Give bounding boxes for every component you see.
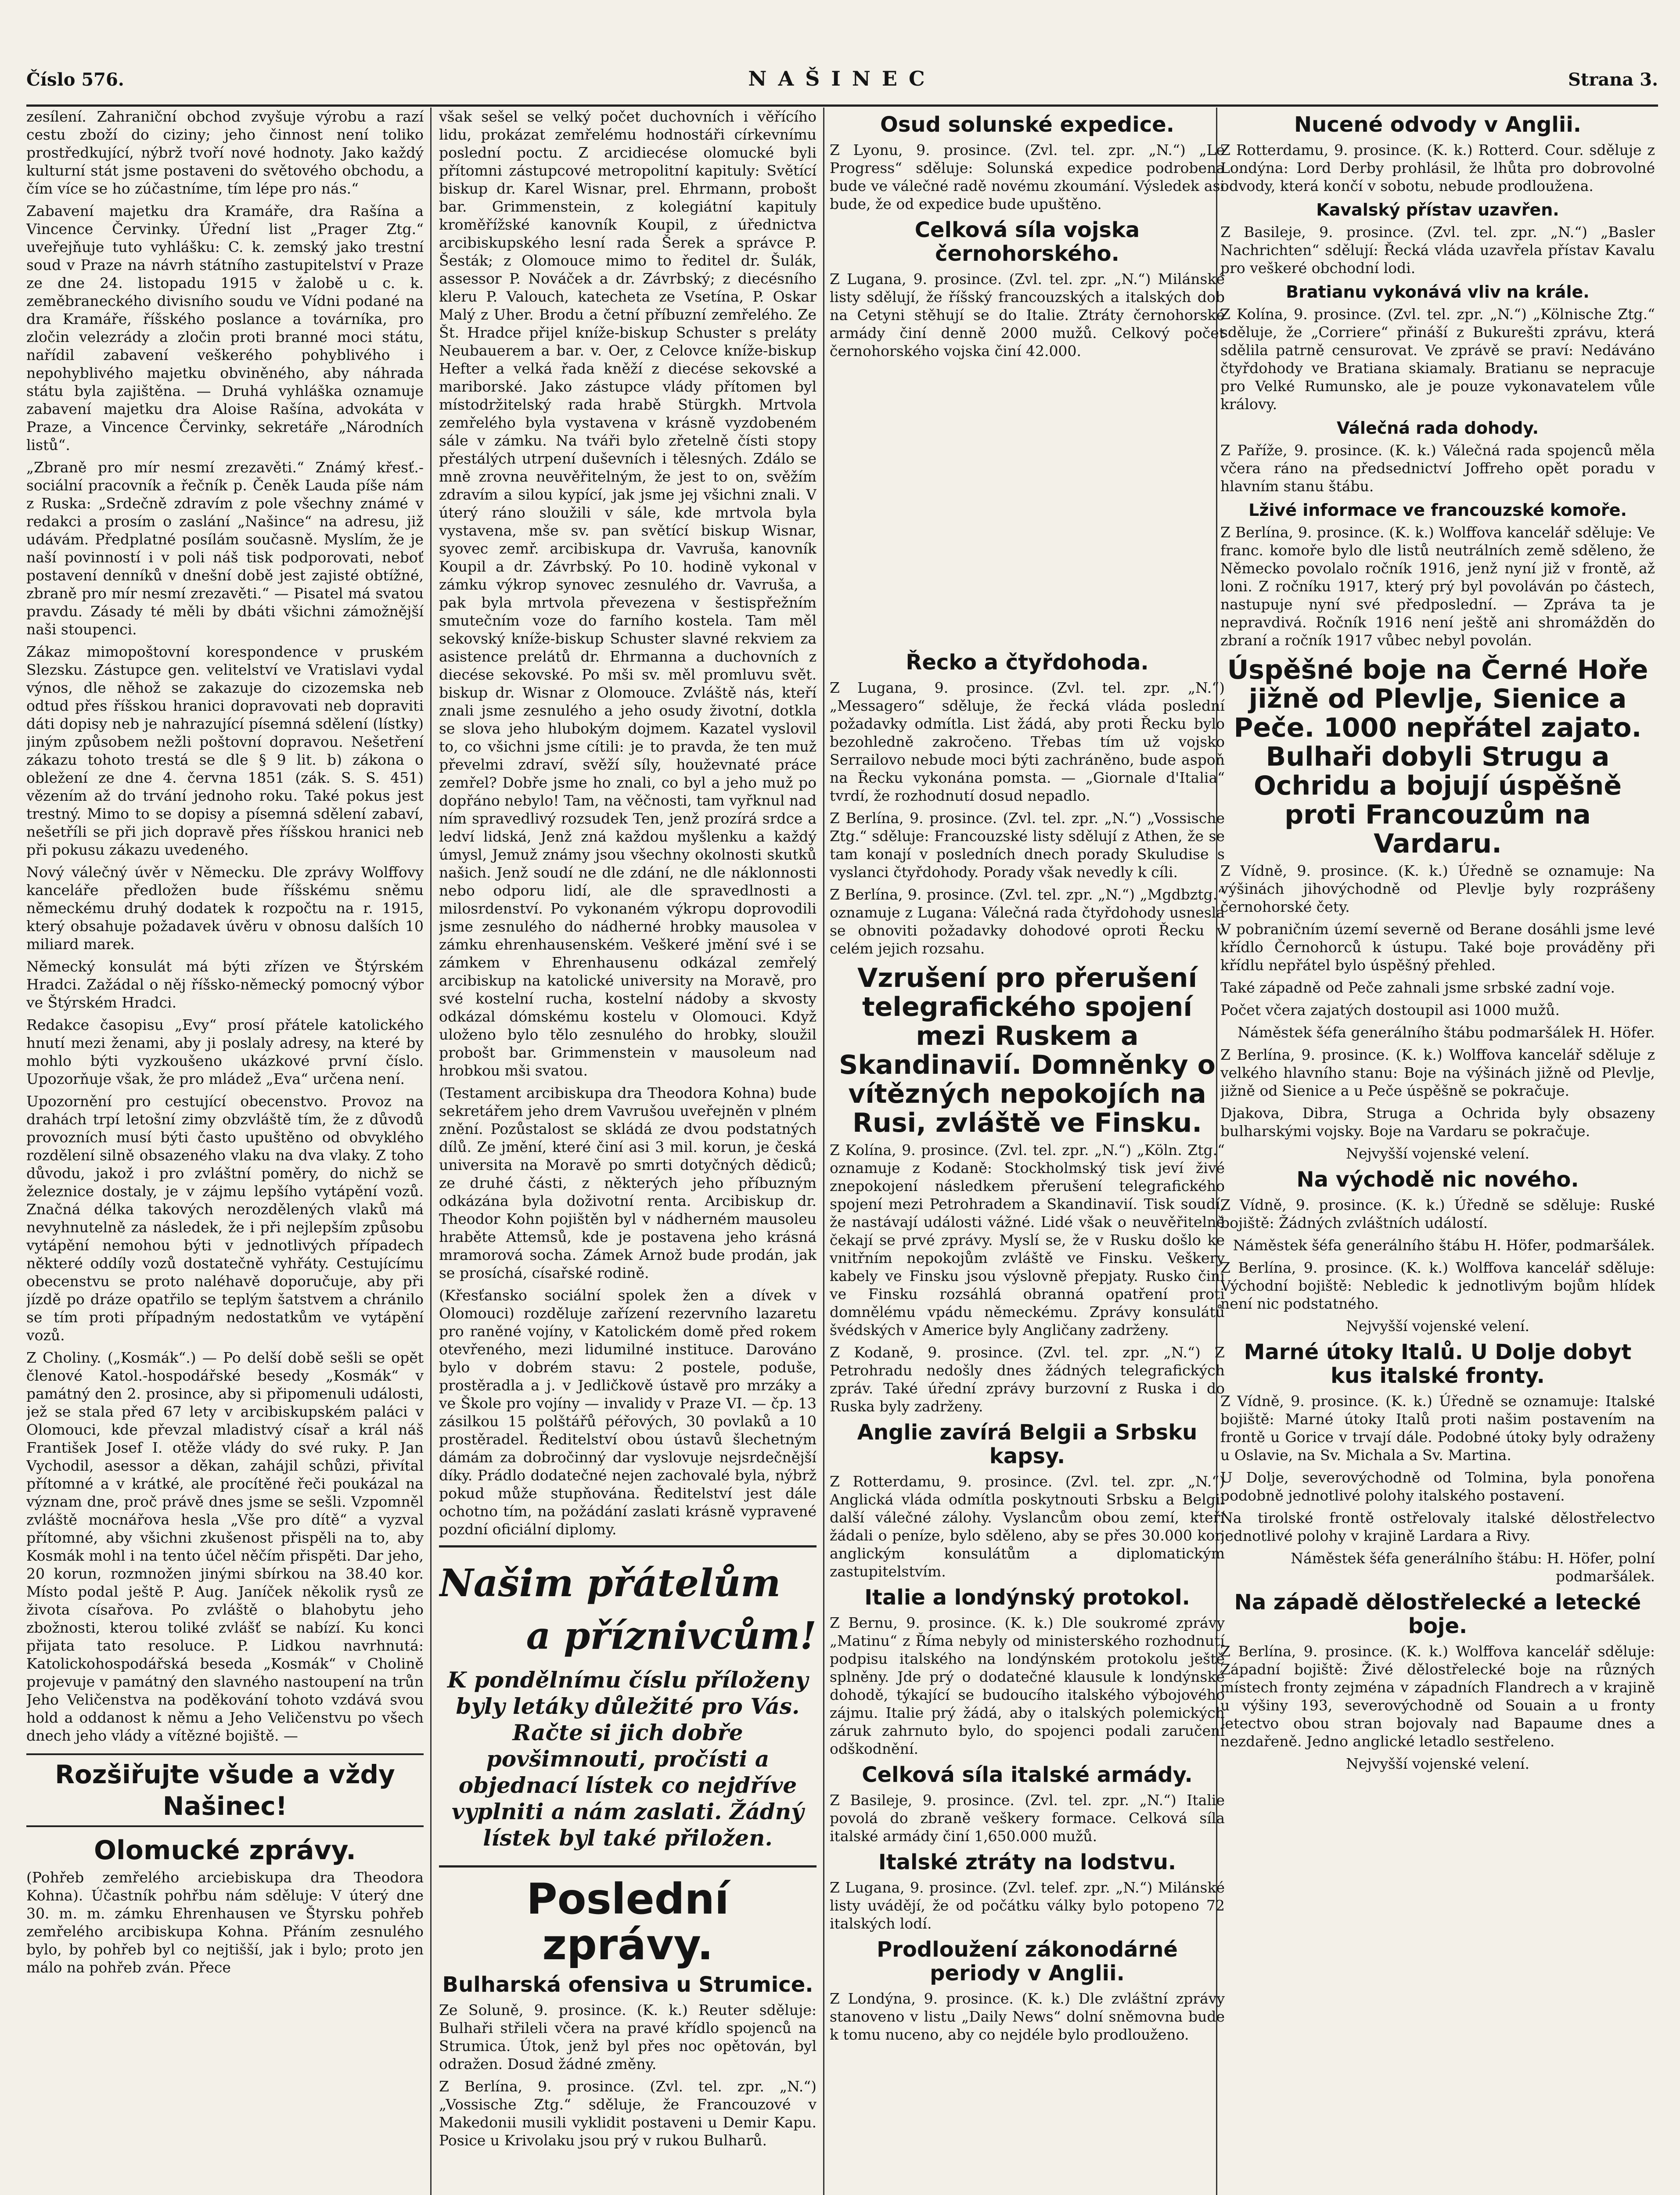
reader-notice [439,1545,817,1868]
article-headline: Marné útoky Italů. U Dolje dobyt kus italské fronty. [1244,1340,1632,1388]
article-paragraph: však sešel se velký počet duchovních i věřícího lidu, prokázat zemřelému hodnostáři církevnímu poslední poctu. Z arcidiecése olomucké byli přítomni zástupcové metropolitní kapituly: Světící biskup dr. Karel Wisnar, prel. Ehrmann, probošt bar. Grimmenstein, z kolegiátní kapituly kroměřížské kanovník Koupil, z úřednictva arcibiskupského lesní rada Šerek a správce P. Šesták; z Olomouce mimo to ředitel dr. Šulák, assessor P. Nováček a dr. Závrbský; z diecésního kleru P. Valouch, katecheta ze Vsetína, P. Oskar Malý z Uher. Brodu a četní příbuzní zemřelého. Ze Št. Hradce přijel kníže-biskup Schuster s preláty Neubauerem a bar. v. Oer, z Celovce kníže-biskup Hefter a velká řada kněží z diecése sekovské a mariborské. Jako zástupce vlády přítomen byl místodržitelský rada hrabě Stürgkh. Mrtvola zemřelého byla vystavena v krásně vyzdobeném sále v zámku. Na tváři bylo zřetelně čísti stopy přestálých utrpení duševních i tělesných. Zdálo se mně zrovna neuvěřitelným, že jest to on, svěžím zdravím a silou kypící, jak jsme jej všichni znali. V úterý ráno sloužili v sále, kde mrtvola byla vystavena, mše sv. pan světící biskup Wisnar, syovec zemř. arcibiskupa dr. Vavruša, kanovník Koupil a dr. Závrbský. Po 10. hodině vykonal v zámku výkrop synovec zesnulého dr. Vavruša, a pak byla mrtvola převezena v šestispřežním smutečním voze do farního kostela. Tam měl sekovský kníže-biskup Schuster slavné rekviem za asistence prelátů dr. Ehrmanna a duchovních z diecése sekovské. Po mši sv. měl promluvu svět. biskup dr. Wisnar z Olomouce. Zvláště nás, kteří znali jsme zesnulého a jeho osudy životní, dotkla se slova jeho hlubokým dojmem. Kazatel vyslovil to, co všichni jsme cítili: je to pravda, že ten muž převelmi zdraví, svěží síly, houževnaté práce zemřel? Dobře jsme ho znali, co byl a jeho muž po dopřáno nebylo! Tam, na věčnosti, tam vyřknul nad ním spravedlivý rozsudek Ten, jenž prozírá srdce a ledví lidská, Jenž zná každou myšlenku a každý úmysl, Jemuž známy jsou všechny okolnosti skutků našich. Jenž soudí ne dle zdání, ne dle náklonnosti nebo odporu lidí, ale dle spravedlnosti a milosrdenství. Po vykonaném výkropu doprovodili jsme zesnulého do nádherné hrobky mausolea v zámku ehrenhausenském. Veškeré jmění své i se zámkem v Ehrenhausenu odkázal zemřelý arcibiskup na katolické university na Moravě, pro své kostelní rucha, kostelní nádoby a skvosty odkázal dómskému kostelu v Olomouci. Když uloženo bylo tělo zesnulého do hrobky, sloužil probošt bar. Grimmenstein v mausoleum nad hrobkou mši svatou. [439,108,817,1079]
article-paragraph: (Testament arcibiskupa dra Theodora Kohna) bude sekretářem jeho drem Vavrušou uveřejněn v plném znění. Pozůstalost se skládá ze dvou podstatných dílů. Ze jmění, které činí asi 3 mil. korun, je česká universita na Moravě po smrti dotyčných dědiců; ze druhé části, z některých jeho příbuzným odkázána byla doživotní renta. Arcibiskup dr. Theodor Kohn pojištěn byl v nádherném mausoleu hraběte Attemsů, kde je postavena jeho krásná mramorová socha. Zámek Arnož bude prodán, jak se prosíchá, císařské rodině. [439,1084,817,1281]
article-headline: Celková síla italské armády. [862,1763,1193,1787]
page-number: Strana 3. [1568,69,1658,90]
article-paragraph: Z Bernu, 9. prosince. (K. k.) Dle soukromé zprávy „Matinu“ z Říma nebyly od ministerského rozhodnutí podpisu italského na londýnském protokolu ještě splněny. Jde prý o dodatečné klausule k londýnské dohodě, týkající se budoucího italského výbojového zájmu. Italie prý žádá, aby o italských polemických záruk zahrnuto bylo, do spojenci podali zaručení odškodnění. [830,1614,1225,1757]
article-signature: Nejvyšší vojenské velení. [1346,1317,1529,1335]
article-paragraph: Z Berlína, 9. prosince. (K. k.) Wolffova kancelář sděluje: Západní bojiště: Živé dělostřelecké boje na různých místech fronty zejména v západních Flandrech a v krajině u výšiny 193, severovýchodně od Souain a u fronty letectvo obou stran bojovaly nad Bapaume dnes a nezdařeně. Jedno anglické letadlo sestřeleno. [1220,1643,1655,1750]
article-paragraph: Z Rotterdamu, 9. prosince. (Zvl. tel. zpr. „N.“) Anglická vláda odmítla poskytnouti Srbsku a Belgii další válečné zálohy. Vyslancům obou zemí, kteří žádali o peníze, bylo sděleno, aby se přes 30.000 kor. anglickým konsulátům a diplomatickým zastupitelstvím. [830,1473,1225,1580]
article-paragraph: (Pohřeb zemřelého arciebiskupa dra Theodora Kohna). Účastník pohřbu nám sděluje: V úterý dne 30. m. m. zámku Ehrenhausen ve Štyrsku pohřeb zemřelého arcibiskupa Kohna. Přáním zesnulého bylo, by pohřeb byl co nejtišší, jak i bylo; proto jen málo na pohřeb zván. Přece [26,1869,424,1976]
article-subheadline: Válečná rada dohody. [1336,418,1539,438]
article-signature: Náměstek šéfa generálního štábu H. Höfer, podmaršálek. [1233,1237,1655,1254]
column-rule [430,108,432,2195]
article-paragraph: Z Lyonu, 9. prosince. (Zvl. tel. zpr. „N.“) „Le Progress“ sděluje: Solunská expedice podrobena bude ve válečné radě novému zkoumání. Výsledek asi bude, že od expedice bude upuštěno. [830,141,1225,212]
column-4 [1220,108,1655,2195]
article-headline: Italské ztráty na lodstvu. [878,1850,1176,1875]
article-paragraph: Z Kodaně, 9. prosince. (Zvl. tel. zpr. „N.“) Z Petrohradu nedošly dnes žádných telegrafických zpráv. Také úřední zprávy burzovní z Ruska i do Ruska byly zadrženy. [830,1344,1225,1415]
article-headline: Prodloužení zákonodárné periody v Anglii. [877,1937,1178,1986]
article-paragraph: (Křesťansko sociální spolek žen a dívek v Olomouci) rozděluje zařízení rezervního lazaretu pro raněné vojíny, v Katolickém domě před rokem otevřeného, mezi lidumilné instituce. Darováno bylo v dobrém stavu: 2 postele, poduše, prostěradla a j. v Jedličkově ústavě pro mrzáky a ve Škole pro vojíny — invalidy v Praze VI. — čp. 13 zásilkou 15 polštářů péřových, 30 povlaků a 10 prostěradel. Ředitelství obou ústavů šlechetným dámám za dobročinný dar vyslovuje nejsrdečnější díky. Prádlo dodatečné nejen zachovalé byla, nýbrž pokud může stupňována. Ředitelství jest dále ochotno tím, na požádání zaslati krásně vypravené pozdní oficiální diplomy. [439,1287,817,1538]
article-paragraph: Z Berlína, 9. prosince. (K. k.) Wolffova kancelář sděluje: Východní bojiště: Nebledic k jednotlivým bojům hlídek není nic podstatného. [1220,1259,1655,1312]
article-paragraph: Djakova, Dibra, Struga a Ochrida byly obsazeny bulharskými vojsky. Boje na Vardaru se pokračuje. [1220,1105,1655,1140]
article-paragraph: zesílení. Zahraniční obchod zvyšuje výrobu a razí cestu zboží do ciziny; jeho činnost není toliko prostředkující, nýbrž tvoří nové hodnoty. Jako každý kulturní stát jsme postaveni do světového obchodu, a čím více se ho zúčastníme, tím lépe pro nás.“ [26,108,424,197]
article-paragraph: Z Lugana, 9. prosince. (Zvl. telef. zpr. „N.“) Milánské listy uvádějí, že od počátku války bylo potopeno 72 italských lodí. [830,1879,1225,1932]
article-paragraph: Z Berlína, 9. prosince. (Zvl. tel. zpr. „N.“) „Vossische Ztg.“ sděluje: Francouzské listy sdělují z Athen, že se tam konají v posledních dnech porady Skuludise s vyslanci čtyřdohody. Porady však nevedly k cíli. [830,810,1225,881]
notice-text: K pondělnímu číslu příloženy byly letáky důležité pro Vás. Račte si jich dobře povšimnouti, pročísti a objednací lístek co nejdříve vyplniti a nám zaslati. Žádný lístek byl také přiložen. [447,1667,808,1851]
article-paragraph: „Zbraně pro mír nesmí zrezavěti.“ Známý křesť.-sociální pracovník a řečník p. Čeněk Lauda píše nám z Ruska: „Srdečně zdravím z pole všechny známé v redakci a prosím o zaslání „Našince“ na adresu, již udávám. Předplatné posílám současně. Myslím, že je naší povinností i v poli náš tisk podporovati, neboť postavení denníků v dnešní době jest zajisté obtížné, zbraně pro mír nesmí zrezavěti.“ — Pisatel má svatou pravdu. Zásady té měli by dbáti všichni zámožnější naši stoupenci. [26,459,424,638]
masthead-title: NAŠINEC [748,67,936,90]
article-subheadline: Bratianu vykonává vliv na krále. [1286,282,1590,302]
article-signature: Nejvyšší vojenské velení. [1346,1755,1529,1772]
page-header [26,52,1658,107]
article-paragraph: Z Paříže, 9. prosince. (K. k.) Válečná rada spojenců měla včera ráno na předsednictví Joffreho opět poradu v hlavním stanu štábu. [1220,442,1655,495]
article-subheadline: Lživé informace ve francouzské komoře. [1248,500,1627,520]
article-paragraph: Také západně od Peče zahnali jsme srbské zadní voje. [1220,979,1615,996]
column-2 [439,108,817,2195]
article-paragraph: V pobraničním území severně od Berane dosáhli jsme levé křídlo Černohorců k ústupu. Také boje prováděny při křídlu nepřátel bylo úspěšný přehled. [1220,921,1655,974]
article-headline: Na východě nic nového. [1296,1167,1579,1192]
article-signature: Náměstek šéfa generálního štábu podmaršálek H. Höfer. [1238,1024,1655,1041]
article-headline: Celková síla vojska černohorského. [914,218,1140,266]
article-paragraph: Z Berlína, 9. prosince. (K. k.) Wolffova kancelář sděluje: Ve franc. komoře bylo dle listů neutrálních země sděleno, že Německo povolalo ročník 1916, jenž nyní již v frontě, až loni. Z ročníku 1917, který prý byl povoláván po částech, nastupuje nyní své předposlední. — Zpráva ta je nepravdivá. Ročník 1916 není ještě ani shromážděn do zbraní a ročník 1917 vůbec nebyl povolán. [1220,524,1655,649]
article-headline: Na západě dělostřelecké a letecké boje. [1234,1590,1641,1638]
article-paragraph: Na tirolské frontě ostřelovaly italské dělostřelectvo jednotlivé polohy v krajině Lardara a Rivy. [1220,1509,1655,1544]
article-headline: Osud solunské expedice. [880,112,1174,137]
article-signature: Náměstek šéfa generálního štábu: H. Höfer, polní podmaršálek. [1291,1550,1655,1585]
section-heading: Poslední zprávy. [526,1875,729,1969]
article-paragraph: Z Rotterdamu, 9. prosince. (K. k.) Rotterd. Cour. sděluje z Londýna: Lord Derby prohlásil, že lhůta pro dobrovolné odvody, která končí v sobotu, nebude prodloužena. [1220,141,1655,194]
article-signature: Nejvyšší vojenské velení. [1346,1145,1529,1162]
promo-slogan: Rozšiřujte všude a vždy Našinec! [26,1753,424,1827]
column-3 [830,108,1225,2195]
section-heading: Olomucké zprávy. [94,1835,356,1866]
article-paragraph: Z Lugana, 9. prosince. (Zvl. tel. zpr. „N.“) „Messagero“ sděluje, že řecká vláda poslední požadavky odmítla. List žádá, aby proti Řecku bylo bezohledně zakročeno. Třebas tím už vojsko Serrailovo nebude moci býti zachráněno, bude aspoň na Řecku vykonána pomsta. — „Giornale d'Italia“ tvrdí, že rozhodnutí dosud nepadlo. [830,679,1225,804]
article-paragraph: Z Vídně, 9. prosince. (K. k.) Úředně se oznamuje: Italské bojiště: Marné útoky Italů proti našim postavením na frontě u Gorice v trvají dále. Podobné útoky byly odraženy u Oslavie, na Sv. Michala a Sv. Martina. [1220,1393,1655,1464]
article-paragraph: Z Kolína, 9. prosince. (Zvl. tel. zpr. „N.“) „Köln. Ztg.“ oznamuje z Kodaně: Stockholmský tisk jeví živé znepokojení následkem přerušení telegrafického spojení mezi Petrohradem a Skandinavií. Tisk soudí, že nastávají události vážné. Lidé však o neuvěřitelně čekají se prvé zprávy. Myslí se, že v Rusku došlo ke vnitřním nepokojům zvláště ve Finsku. Veškery kabely ve Finsku jsou výslovně přepjaty. Rusko činí ve Finsku rozsáhlá obranná opatření proti domnělému vpádu německému. Zprávy konsulátů švédských v Americe byly Angličany zadrženy. [830,1141,1225,1339]
article-headline: Anglie zavírá Belgii a Srbsku kapsy. [857,1420,1198,1468]
notice-banner: Našim přátelům [439,1561,781,1605]
notice-banner: a příznivcům! [526,1614,817,1658]
issue-number: Číslo 576. [26,69,124,90]
column-rule [823,108,824,2195]
article-paragraph: Z Basileje, 9. prosince. (Zvl. tel. zpr. „N.“) „Basler Nachrichten“ sdělují: Řecká vláda uzavřela přístav Kavalu pro veškeré obchodní lodi. [1220,223,1655,277]
article-paragraph: Z Berlína, 9. prosince. (K. k.) Wolffova kancelář sděluje z velkého hlavního stanu: Boje na výšinách jižně od Plevlje, jižně od Sienice a u Peče úspěšně se pokračuje. [1220,1046,1655,1099]
article-headline: Bulharská ofensiva u Strumice. [442,1972,813,1997]
article-paragraph: Z Berlína, 9. prosince. (Zvl. tel. zpr. „N.“) „Mgdbztg.“ oznamuje z Lugana: Válečná rada čtyřdohody usnesla se obnoviti požadavky dohodové oproti Řecku v celém jejich rozsahu. [830,886,1225,957]
column-1 [26,108,424,2195]
article-paragraph: Z Basileje, 9. prosince. (Zvl. tel. zpr. „N.“) Italie povolá do zbraně veškery formace. Celková síla italské armády činí 1,650.000 mužů. [830,1792,1225,1845]
article-paragraph: U Dolje, severovýchodně od Tolmina, byla ponořena podobně jednotlivé polohy italského postavení. [1220,1469,1655,1504]
article-headline: Úspěšné boje na Černé Hoře jižně od Plevlje, Sienice a Peče. 1000 nepřátel zajato. Bulhaři dobyli Strugu a Ochridu a bojují úspěšně proti Francouzům na Vardaru. [1227,655,1648,859]
article-headline: Řecko a čtyřdohoda. [906,650,1149,675]
article-paragraph: Z Choliny. („Kosmák“.) — Po delší době sešli se opět členové Katol.-hospodářské besedy „Kosmák“ v památný den 2. prosince, aby si připomenuli události, jež se stala před 67 lety v arcibiskupském paláci v Olomouci, kde převzal mladistvý císař a král náš František Josef I. otěže vlády do své ruky. P. Jan Vychodil, asessor a děkan, zahájil schůzi, přivítal přítomné a v krátké, ale procítěné řeči poukázal na význam dne, proč právě dnes jsme se sešli. Vzpomněl zvláště mocnářova hesla „Vše pro dítě“ a vyzval přítomné, aby všichni zkušenost přispěli na to, aby Kosmák mohl i na tento účel něčím přispěti. Dar jeho, 20 korun, rozmnožen jinými sbírkou na 38.40 kor. Místo podal ještě P. Aug. Janíček několik rysů ze života císařova. Po zvláště o blahobytu jeho zbožnosti, kterou toliké zvlášť se nabízí. Ku konci přijata tato resoluce. P. Lidkou navrhnutá: Katolickohospodářská beseda „Kosmák“ v Cholině projevuje v památný den slavného nastoupení na trůn Jeho Veličenstva na poděkování tohoto vzdává svou hold a oddanost k němu a Jeho Veličenstvu po všech dnech jeho vlády a vítězné bojiště. — [26,1349,424,1744]
article-paragraph: Z Berlína, 9. prosince. (Zvl. tel. zpr. „N.“) „Vossische Ztg.“ sděluje, že Francouzové v Makedonii musili vyklidit postaveni u Demir Kapu. Posice u Krivolaku jsou prý v rukou Bulharů. [439,2078,817,2149]
article-subheadline: Kavalský přístav uzavřen. [1316,200,1559,220]
article-paragraph: Upozornění pro cestující obecenstvo. Provoz na drahách trpí letošní zimy obzvláště tím, že z důvodů provozních musí býti často upuštěno od obvyklého rozdělení silně obsazeného vlaku na dva vlaky. Z toho důvodu, jakož i pro zvláštní poměry, do nichž se železnice dostaly, je v zájmu lepšího vytápění vozů. Značná délka takových nerozdělených vlaků má nevyhnutelně za následek, že i při nejlepším způsobu vytápění nemohou býti v jednotlivých případech některé oddíly vozů dostatečně vyhřáty. Cestujícímu obecenstvu se proto naléhavě doporučuje, aby při jízdě po dráze opatřilo se teplým šatstvem a chránilo se tím proti případným nedostatkům ve vytápění vozů. [26,1093,424,1344]
article-paragraph: Nový válečný úvěr v Německu. Dle zprávy Wolffovy kanceláře předložen bude říšskému sněmu německému druhý dodatek k rozpočtu na r. 1915, který obsahuje požadavek úvěru v obnosu dalších 10 miliard marek. [26,864,424,953]
article-paragraph: Z Kolína, 9. prosince. (Zvl. tel. zpr. „N.“) „Kölnische Ztg.“ sděluje, že „Corriere“ přináší z Bukurešti zprávu, která sdělila patrně censurovat. Ve zprávě se praví: Nedáváno čtyřdohody ve Bratiana skiamaly. Bratianu se nepracuje pro Velké Rumunsko, ale je pouze vykonavatelem vůle královy. [1220,306,1655,413]
article-paragraph: Z Lugana, 9. prosince. (Zvl. tel. zpr. „N.“) Milánské listy sdělují, že říšský francouzských a italských dob na Cetyni stěhují se do Italie. Ztráty černohorské armády činí denně 2000 mužů. Celkový počet černohorského vojska činí 42.000. [830,270,1225,360]
article-paragraph: Z Vídně, 9. prosince. (K. k.) Úředně se oznamuje: Na výšinách jihovýchodně od Plevlje byly rozprášeny černohorské čety. [1220,862,1655,915]
article-paragraph: Počet včera zajatých dostoupil asi 1000 mužů. [1220,1001,1560,1018]
article-paragraph: Zabavení majetku dra Kramáře, dra Rašína a Vincence Červinky. Úřední list „Prager Ztg.“ uveřejňuje tuto vyhlášku: C. k. zemský jako trestní soud v Praze na návrh státního zastupitelství v Praze ze dne 24. listopadu 1915 v žalobě u c. k. zeměbraneckého divisního soudu ve Vídni podané na dra Kramáře, říšského poslance a továrníka, pro zločin velezrády a zločin proti branné moci státu, nařídil zabavení veškerého pohyblivého i nepohyblivého majetku obviněného, aby náhrada státu byla zajištěna. — Druhá vyhláška oznamuje zabavení majetku dra Aloise Rašína, advokáta v Praze, a Vincence Červinky, sekretáře „Národních listů“. [26,202,424,453]
article-paragraph: Německý konsulát má býti zřízen ve Štýrském Hradci. Zažádal o něj říšsko-německý pomocný výbor ve Štýrském Hradci. [26,958,424,1011]
article-paragraph: Zákaz mimopoštovní korespondence v pruském Slezsku. Zástupce gen. velitelství ve Vratislavi vydal výnos, dle něhož se zakazuje do cizozemska neb odtud přes říšskou hranici dopravovati neb dopraviti dáti dopisy neb je nahrazující písemná sdělení (lístky) jiným způsobem nežli poštovní dopravou. Nešetření zákazu tohoto trestá se dle § 9 lit. b) zákona o obležení ze dne 4. června 1851 (zák. S. S. 451) vězením až do trvání jednoho roku. Také pokus jest trestný. Mimo to se dopisy a písemná sdělení zabaví, nešetříli se při jich dopravě přes říšskou hranici neb při pokusu zákazu uvedeného. [26,643,424,858]
article-paragraph: Z Londýna, 9. prosince. (K. k.) Dle zvláštní zprávy stanoveno v listu „Daily News“ dolní sněmovna bude k tomu nuceno, aby co nejdéle bylo prodlouženo. [830,1990,1225,2043]
blank-area [830,364,1225,645]
article-paragraph: Ze Soluně, 9. prosince. (K. k.) Reuter sděluje: Bulhaři střileli včera na pravé křídlo spojenců na Strumica. Útok, jenž byl přes noc opětován, byl odražen. Dosud žádné změny. [439,2001,817,2073]
article-paragraph: Redakce časopisu „Evy“ prosí přátele katolického hnutí mezi ženami, aby ji poslaly adresy, na které by mohlo býti vyzkoušeno ukázkové první číslo. Upozorňuje však, že pro mládež „Eva“ určena není. [26,1016,424,1087]
article-headline: Vzrušení pro přerušení telegrafického spojení mezi Ruskem a Skandinavií. Domněnky o vítězných nepokojích na Rusi, zvláště ve Finsku. [839,963,1216,1138]
article-headline: Nucené odvody v Anglii. [1294,112,1582,137]
article-headline: Italie a londýnský protokol. [864,1585,1190,1610]
article-paragraph: Z Vídně, 9. prosince. (K. k.) Úředně se sděluje: Ruské bojiště: Žádných zvláštních událostí. [1220,1196,1655,1231]
